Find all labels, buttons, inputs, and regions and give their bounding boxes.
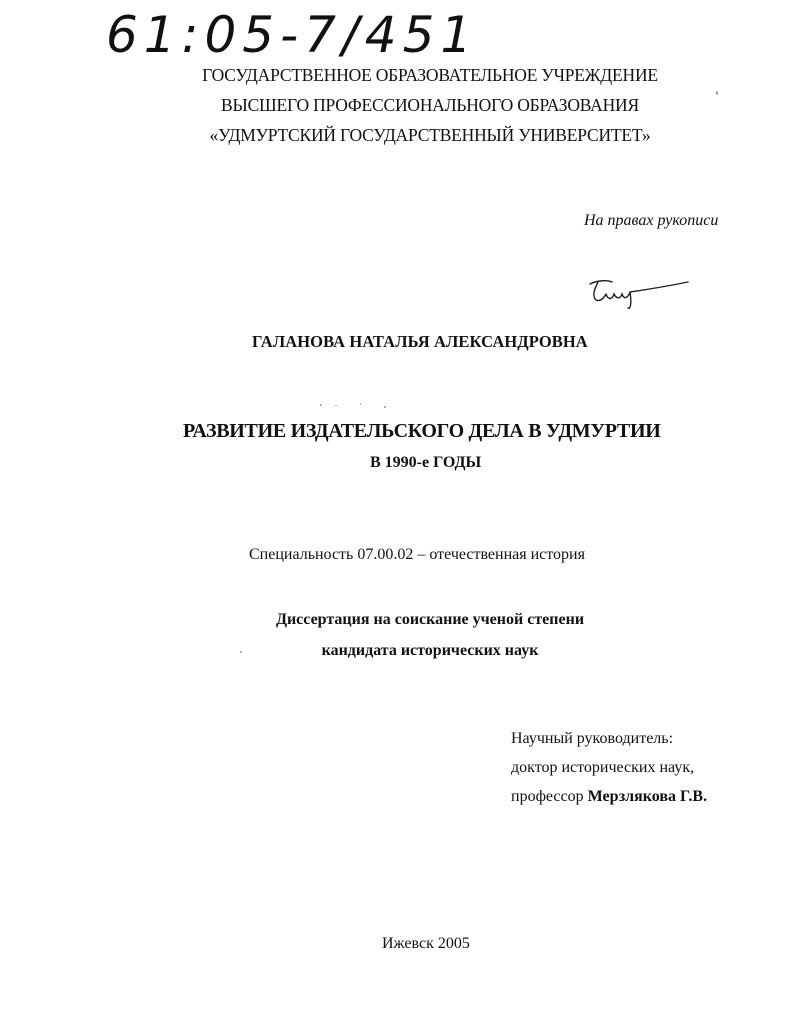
degree-line-1: Диссертация на соискание ученой степени <box>275 611 585 628</box>
supervisor-label: Научный руководитель: <box>511 730 674 747</box>
supervisor-block <box>511 724 707 811</box>
supervisor-title: профессор <box>511 788 588 805</box>
scan-speck <box>320 404 322 406</box>
handwritten-archive-code-icon <box>104 2 464 64</box>
supervisor-name-line <box>511 782 707 811</box>
supervisor-name: Мерзлякова Г.В. <box>587 788 708 805</box>
scan-speck <box>384 406 386 408</box>
author-name: ГАЛАНОВА НАТАЛЬЯ АЛЕКСАНДРОВНА <box>252 332 588 351</box>
institution-header <box>180 60 680 150</box>
dissertation-subtitle: В 1990-е ГОДЫ <box>370 454 482 471</box>
degree-line-2: кандидата исторических наук <box>321 642 539 659</box>
dissertation-title: РАЗВИТИЕ ИЗДАТЕЛЬСКОГО ДЕЛА В УДМУРТИИ <box>183 420 661 442</box>
institution-line-1: ГОСУДАРСТВЕННОЕ ОБРАЗОВАТЕЛЬНОЕ УЧРЕЖДЕНИЕ <box>202 65 658 85</box>
supervisor-degree: доктор исторических наук, <box>511 759 695 776</box>
institution-line-3: «УДМУРТСКИЙ ГОСУДАРСТВЕННЫЙ УНИВЕРСИТЕТ» <box>209 125 651 145</box>
city-year: Ижевск 2005 <box>382 935 470 952</box>
specialty-line: Специальность 07.00.02 – отечественная история <box>249 546 585 563</box>
scan-speck <box>335 405 337 406</box>
svg-text:61:05-7/451: 61:05-7/451 <box>106 6 464 64</box>
institution-line-2: ВЫСШЕГО ПРОФЕССИОНАЛЬНОГО ОБРАЗОВАНИЯ <box>221 95 639 115</box>
signature-icon <box>584 276 694 312</box>
scan-speck <box>716 91 718 95</box>
scan-speck <box>360 403 361 405</box>
manuscript-note: На правах рукописи <box>584 212 719 229</box>
degree-statement <box>230 604 630 666</box>
archive-code <box>104 2 464 64</box>
